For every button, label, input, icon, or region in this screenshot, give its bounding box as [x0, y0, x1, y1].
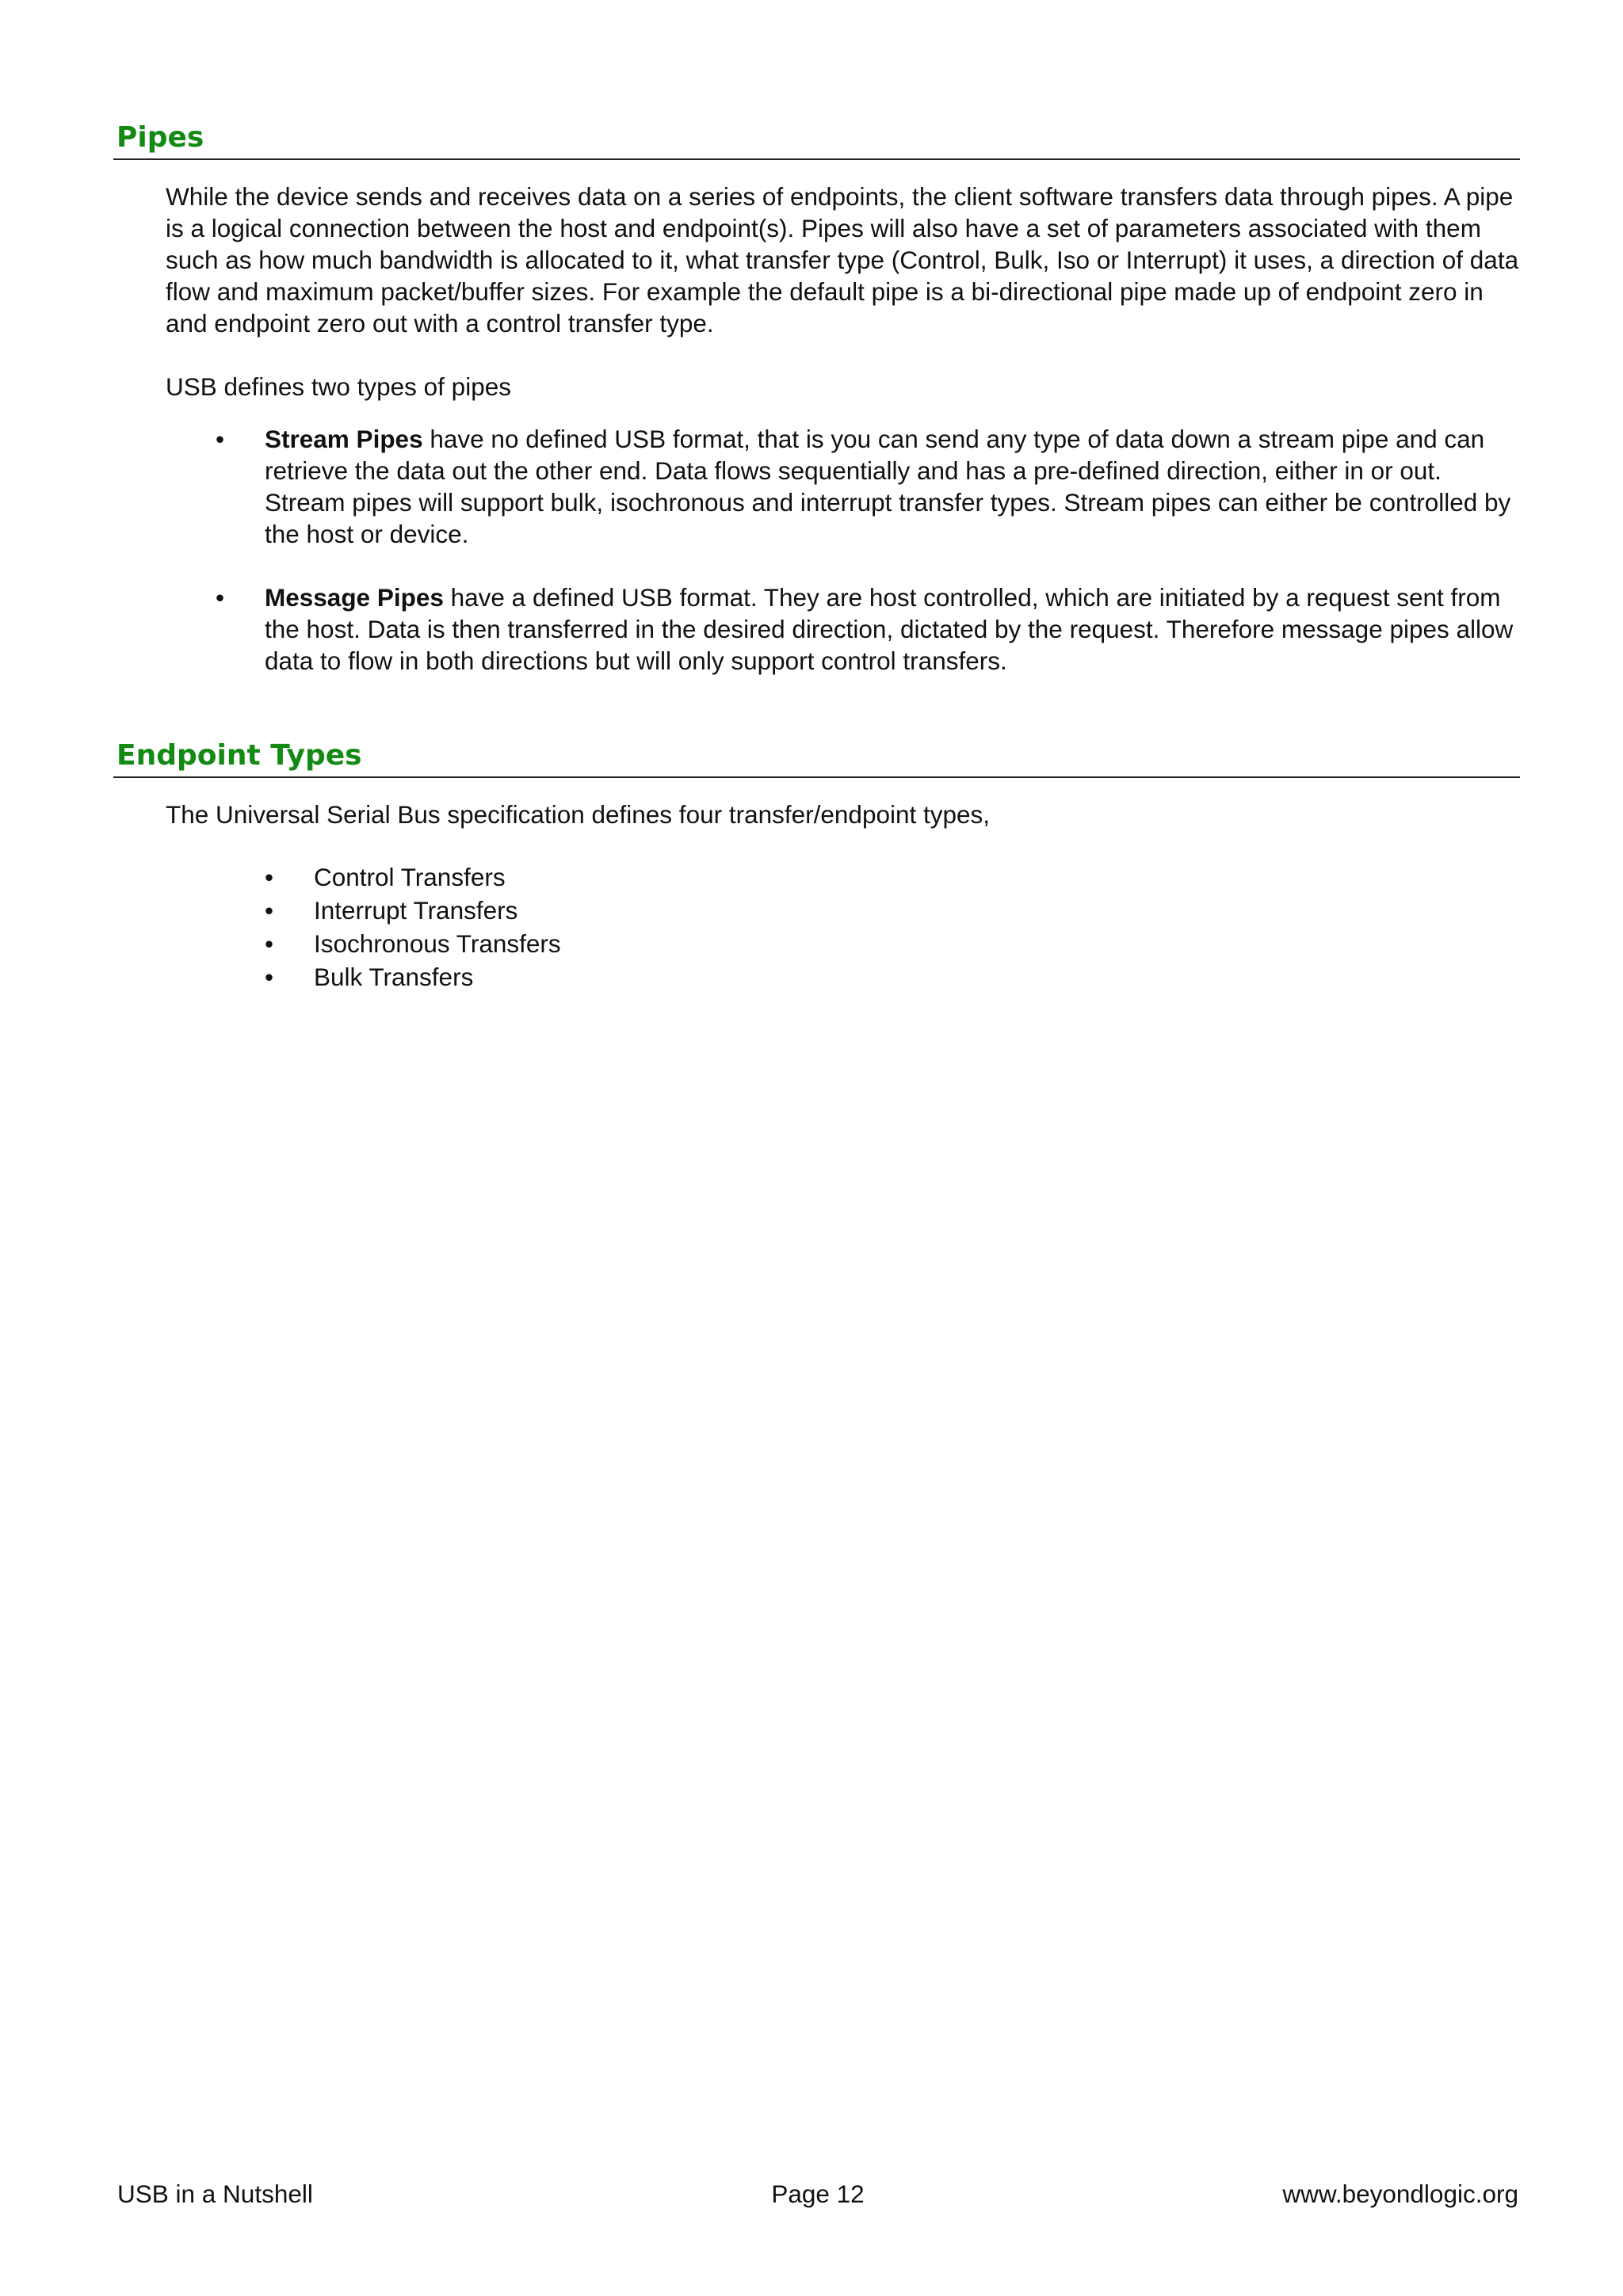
bullet-icon: • — [216, 583, 225, 612]
pipe-types-list — [166, 423, 1520, 677]
footer-website: www.beyondlogic.org — [1282, 2180, 1518, 2208]
term-stream-pipes: Stream Pipes — [265, 425, 423, 453]
list-item-isochronous-transfers — [166, 927, 1520, 960]
item-label: Isochronous Transfers — [314, 929, 561, 958]
section-body-endpoint-types — [166, 799, 1520, 994]
list-item-stream-pipes — [166, 423, 1520, 550]
term-message-pipes: Message Pipes — [265, 583, 444, 612]
endpoint-types-list — [166, 860, 1520, 994]
item-label: Control Transfers — [314, 863, 506, 891]
section-heading-pipes: Pipes — [113, 119, 1520, 160]
endpoint-types-intro: The Universal Serial Bus specification defines four transfer/endpoint types, — [166, 800, 991, 829]
pipes-paragraph: While the device sends and receives data on a series of endpoints, the client software transfers data through pipes. A pipe is a logical connection between the host and endpoint(s). Pipes will also have a set of parameters associated with them such as how much bandwidth is allocated to it, what transfer type (Control, Bulk, Iso or Interrupt) it uses, a direction of data flow and maximum packet/buffer sizes. For example the default pipe is a bi-directional pipe made up of endpoint zero in and endpoint zero out with a control transfer type. — [166, 182, 1519, 338]
footer-page-number: Page 12 — [771, 2180, 865, 2208]
pipes-types-intro: USB defines two types of pipes — [166, 372, 511, 401]
bullet-icon: • — [265, 929, 274, 958]
section-endpoint-types — [113, 737, 1520, 994]
list-item-interrupt-transfers — [166, 894, 1520, 927]
bullet-icon: • — [265, 896, 274, 925]
desc-message-pipes: have a defined USB format. They are host controlled, which are initiated by a request sent from the host. Data is then transferred in the desired direction, dictated by the request. Therefore message pipes allow data to flow in both directions but will only support control transfers. — [265, 583, 1514, 675]
footer-title: USB in a Nutshell — [117, 2180, 313, 2208]
section-body-pipes — [166, 181, 1520, 677]
bullet-icon: • — [216, 425, 225, 453]
bullet-icon: • — [265, 863, 274, 891]
desc-stream-pipes: have no defined USB format, that is you can send any type of data down a stream pipe and can retrieve the data out the other end. Data flows sequentially and has a pre-defined direction, either in or out. Stream pipes will support bulk, isochronous and interrupt transfer types. Stream pipes can either be controlled by the host or device. — [265, 425, 1511, 548]
list-item-control-transfers — [166, 860, 1520, 894]
list-item-message-pipes — [166, 582, 1520, 677]
list-item-bulk-transfers — [166, 960, 1520, 994]
section-heading-endpoint-types: Endpoint Types — [113, 737, 1520, 778]
section-pipes — [113, 119, 1520, 677]
item-label: Interrupt Transfers — [314, 896, 518, 925]
item-label: Bulk Transfers — [314, 963, 474, 991]
bullet-icon: • — [265, 963, 274, 991]
